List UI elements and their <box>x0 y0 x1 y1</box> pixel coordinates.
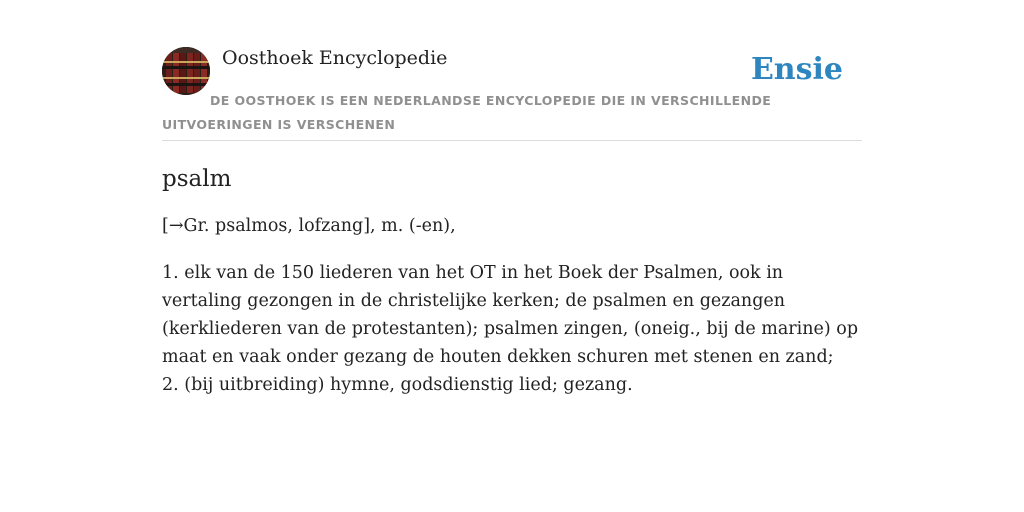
definition-2: 2. (bij uitbreiding) hymne, godsdienstig lied; gezang. <box>162 375 633 395</box>
brand-logo-link[interactable]: Ensie <box>750 52 843 87</box>
site-title[interactable]: Oosthoek Encyclopedie <box>222 47 448 69</box>
entry-definitions <box>162 259 862 399</box>
entry-headword: psalm <box>162 166 232 192</box>
dictionary-entry <box>162 160 862 399</box>
entry-etymology: [→Gr. psalmos, lofzang], m. (-en), <box>162 216 456 236</box>
site-header <box>162 46 862 141</box>
definition-1: 1. elk van de 150 liederen van het OT in het Boek der Psalmen, ook in vertaling gezongen in de christelijke kerken; de psalmen en gezangen (kerkliederen van de protestanten); psalmen zingen, (oneig., bij de marine) op maat en vaak onder gezang de houten dekken schuren met stenen en zand; <box>162 263 859 367</box>
site-tagline: DE OOSTHOEK IS EEN NEDERLANDSE ENCYCLOPEDIE DIE IN VERSCHILLENDE UITVOERINGEN IS VERSCHENEN <box>162 93 772 132</box>
encyclopedia-books-icon[interactable] <box>162 47 210 95</box>
